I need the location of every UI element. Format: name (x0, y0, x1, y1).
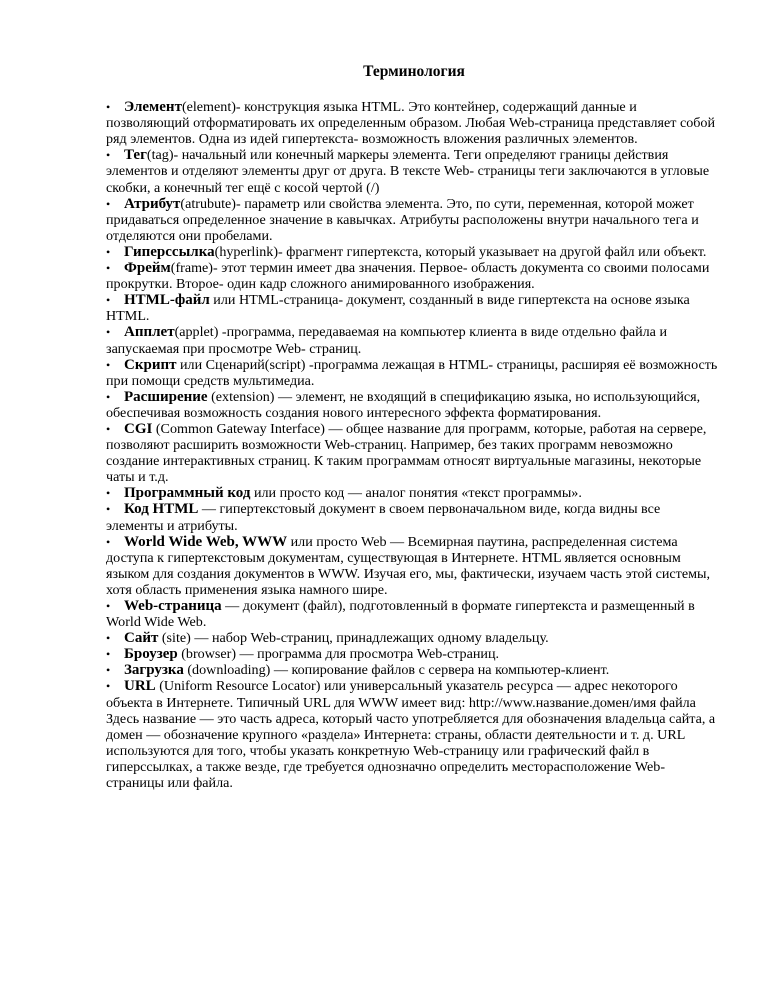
term-entry (106, 646, 718, 662)
bullet-icon: • (106, 148, 111, 163)
bullet-icon: • (106, 631, 111, 646)
term-definition: (downloading) — копирование файлов с сервера на компьютер-клиент. (183, 662, 610, 679)
term-entry (106, 501, 718, 533)
term-entry (106, 534, 718, 598)
bullet-icon: • (106, 647, 111, 662)
term-definition: (Common Gateway Interface) — общее название для программ, которые, работая на сервере, позволяют расширить возможности Web-страниц. Например, без таких программ невозможно создание интерактивных страниц. К таким программам относят виртуальные магазины, некоторые чаты и т.д. (106, 420, 707, 486)
term-definition: — гипертекстовый документ в своем первоначальном виде, когда видны все элементы и атрибуты. (106, 501, 661, 534)
bullet-icon: • (106, 357, 111, 372)
term-entry (106, 389, 718, 421)
term-name: Программный код (124, 485, 251, 502)
term-name: URL (124, 678, 156, 695)
term-entry (106, 421, 718, 485)
term-name: Загрузка (124, 662, 184, 679)
term-definition: (element)- конструкция языка HTML. Это контейнер, содержащий данные и позволяющий отформатировать их определенным образом. Любая Web-страница представляет собой ряд элементов. Одна из идей гипертекста- возможность вложения различных элементов. (106, 99, 716, 148)
term-definition: (applet) -программа, передаваемая на компьютер клиента в виде отдельно файла и запускаемая при просмотре Web- страниц. (106, 324, 667, 357)
bullet-icon: • (106, 196, 111, 211)
term-name: Сайт (124, 630, 159, 647)
term-list (106, 99, 718, 791)
term-entry (106, 196, 718, 244)
bullet-icon: • (106, 421, 111, 436)
term-entry (106, 260, 718, 292)
term-name: Апплет (124, 324, 175, 341)
term-definition: (hyperlink)- фрагмент гипертекста, который указывает на другой файл или объект. (214, 243, 707, 260)
term-entry (106, 678, 718, 791)
term-name: CGI (124, 420, 153, 437)
term-definition: или просто Web — Всемирная паутина, распределенная система доступа к гипертекстовым документам, существующая в Интернете. HTML является основным языком для создания документов в WWW. Изучая его, мы, фактически, изучаем часть этой системы, хотя область применения языка намного шире. (106, 533, 711, 598)
bullet-icon: • (106, 325, 111, 340)
term-name: Элемент (124, 99, 182, 116)
term-entry (106, 662, 718, 678)
term-name: Код HTML (124, 501, 199, 518)
term-entry (106, 244, 718, 260)
term-definition: (tag)- начальный или конечный маркеры элемента. Теги определяют границы действия элементов и отделяют элементы друг от друга. В тексте Web- страницы теги заключаются в угловые скобки, а конечный тег ещё с косой чертой (/) (106, 147, 710, 196)
bullet-icon: • (106, 502, 111, 517)
term-name: Гиперссылка (124, 243, 215, 260)
term-entry (106, 485, 718, 501)
term-definition: (browser) — программа для просмотра Web-страниц. (177, 646, 500, 663)
term-definition: (Uniform Resource Locator) или универсальный указатель ресурса — адрес некоторого объекта в Интернете. Типичный URL для WWW имеет вид: http://www.название.домен/имя файла Здесь название — это часть адреса, который часто употребляется для обозначения владельца сайта, а домен — обозначение крупного «раздела» Интернета: страны, области деятельности и т. д. URL используются для того, чтобы указать конкретную Web-страницу или графический файл в гиперссылках, а также везде, где требуется однозначно определить месторасположение Web-страницы или файла. (106, 678, 716, 792)
term-definition: или Сценарий(script) -программа лежащая в HTML- страницы, расширяя её возможность при помощи средств мультимедиа. (106, 356, 718, 389)
term-definition: (site) — набор Web-страниц, принадлежащих одному владельцу. (158, 630, 549, 647)
bullet-icon: • (106, 486, 111, 501)
term-name: Web-страница (124, 598, 222, 614)
term-definition: (extension) — элемент, не входящий в спецификацию языка, но использующийся, обеспечивая возможность создания нового интересного эффекта форматирования. (106, 388, 701, 421)
term-name: Скрипт (124, 356, 177, 373)
term-name: Атрибут (124, 195, 181, 212)
term-entry (106, 630, 718, 646)
term-definition: или HTML-страница- документ, созданный в виде гипертекста на основе языка HTML. (106, 292, 690, 325)
term-entry (106, 598, 718, 630)
term-definition: (atrubute)- параметр или свойства элемента. Это, по сути, переменная, которой может придаваться определенное значение в кавычках. Атрибуты расположены внутри начального тега и отделяются они пробелами. (106, 195, 699, 244)
term-definition: (frame)- этот термин имеет два значения. Первое- область документа со своими полосами прокрутки. Второе- один кадр сложного анимированного изображения. (106, 260, 710, 293)
term-entry (106, 147, 718, 195)
bullet-icon: • (106, 100, 111, 115)
term-name: Броузер (124, 646, 178, 663)
term-definition: или просто код — аналог понятия «текст программы». (250, 485, 582, 502)
page-title: Терминология (363, 63, 465, 80)
bullet-icon: • (106, 389, 111, 404)
term-name: Тег (124, 147, 147, 164)
term-entry (106, 324, 718, 356)
bullet-icon: • (106, 293, 111, 308)
term-entry (106, 99, 718, 147)
term-name: World Wide Web, WWW (124, 533, 288, 550)
bullet-icon: • (106, 534, 111, 549)
term-name: Расширение (124, 388, 208, 405)
term-entry (106, 292, 718, 324)
bullet-icon: • (106, 244, 111, 259)
term-definition: — документ (файл), подготовленный в формате гипертекста и размещенный в World Wide Web. (106, 598, 695, 631)
term-name: HTML-файл (124, 292, 210, 309)
document-page (106, 64, 718, 791)
term-entry (106, 357, 718, 389)
bullet-icon: • (106, 679, 111, 694)
bullet-icon: • (106, 261, 111, 276)
bullet-icon: • (106, 663, 111, 678)
term-name: Фрейм (124, 260, 171, 277)
bullet-icon: • (106, 599, 111, 613)
